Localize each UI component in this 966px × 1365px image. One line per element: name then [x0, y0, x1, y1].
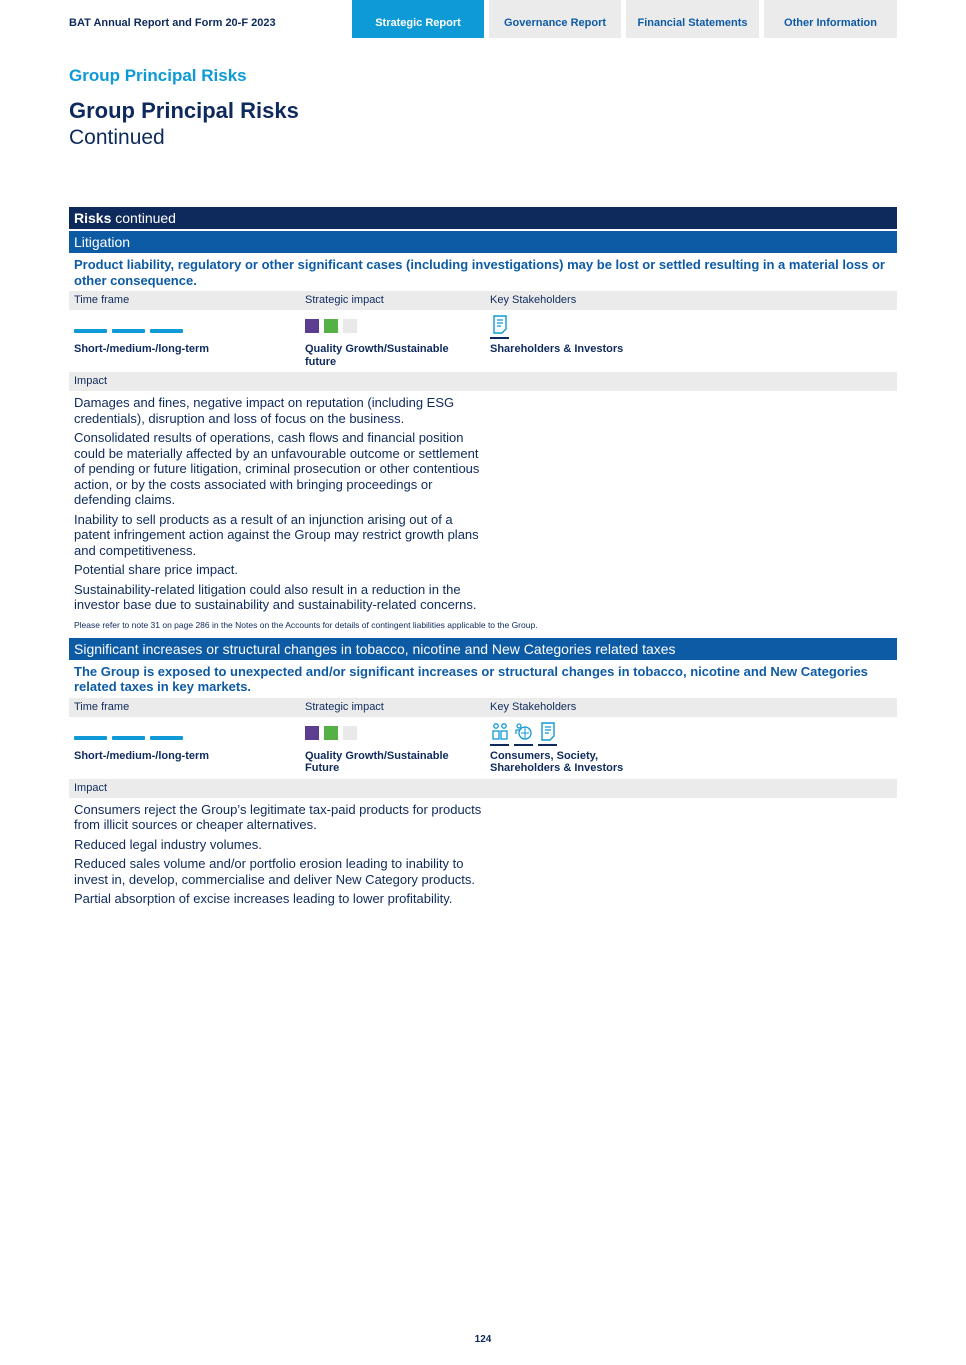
impact-list [69, 391, 489, 613]
strategic-impact-header: Strategic impact [305, 700, 384, 713]
risk-detail-row [69, 310, 897, 372]
document-icon [538, 722, 557, 746]
risks-header-rest: continued [111, 210, 176, 226]
tab-strategic-report[interactable]: Strategic Report [352, 0, 484, 38]
time-frame-header: Time frame [74, 294, 130, 306]
strategic-impact-value: Quality Growth/Sustainable Future [305, 749, 449, 774]
inactive-square [343, 319, 357, 333]
impact-item: Consolidated results of operations, cash flows and financial position could be materially affected by an unfavourable outcome or settlement of pending or future litigation, criminal prosecution or other contentious action, or by the costs associated with bringing proceedings or defending claims. [74, 430, 480, 507]
column-header-row [69, 291, 897, 310]
consumers-icon [490, 722, 509, 746]
time-frame-indicator [74, 329, 183, 333]
impact-item: Reduced sales volume and/or portfolio erosion leading to inability to invest in, develop, commercialise and deliver New Category products. [74, 856, 476, 887]
inactive-square [343, 726, 357, 740]
impact-item: Partial absorption of excise increases leading to lower profitability. [74, 891, 453, 906]
page-number: 124 [474, 1334, 492, 1345]
report-title: BAT Annual Report and Form 20-F 2023 [69, 17, 276, 29]
sustainable-future-square [324, 319, 338, 333]
stakeholder-icons [490, 722, 557, 746]
time-frame-header: Time frame [74, 700, 130, 713]
risks-table [69, 207, 897, 911]
risk-title: Significant increases or structural changes in tobacco, nicotine and New Categories related taxes [69, 638, 897, 660]
tab-governance-report[interactable]: Governance Report [489, 0, 621, 38]
page-title: Group Principal Risks [69, 98, 299, 123]
risk-statement: The Group is exposed to unexpected and/or significant increases or structural changes in tobacco, nicotine and New Categories related taxes in key markets. [74, 663, 868, 694]
impact-header-row [69, 372, 897, 391]
footnote: Please refer to note 31 on page 286 in the Notes on the Accounts for details of contingent liabilities applicable to the Group. [74, 619, 538, 630]
risk-statement: Product liability, regulatory or other significant cases (including investigations) may be lost or settled resulting in a material loss or other consequence. [74, 257, 885, 288]
impact-item: Potential share price impact. [74, 562, 239, 577]
key-stakeholders-header: Key Stakeholders [490, 294, 577, 306]
impact-item: Sustainability-related litigation could also result in a reduction in the investor base due to sustainability and sustainability-related concerns. [74, 581, 477, 612]
top-navigation [0, 0, 966, 38]
strategic-impact-value: Quality Growth/Sustainable future [305, 343, 449, 368]
strategic-impact-indicator [305, 726, 357, 740]
impact-header-row [69, 779, 897, 798]
quality-growth-square [305, 726, 319, 740]
tab-other-information[interactable]: Other Information [764, 0, 897, 38]
impact-item: Consumers reject the Group’s legitimate tax-paid products for products from illicit sources or cheaper alternatives. [74, 801, 482, 832]
page-subtitle: Continued [69, 126, 165, 149]
time-frame-value: Short-/medium-/long-term [74, 343, 210, 355]
time-frame-value: Short-/medium-/long-term [74, 749, 210, 762]
risk-title: Litigation [69, 231, 897, 253]
impact-item: Inability to sell products as a result of an injunction arising out of a patent infringement action against the Group may restrict growth plans and competitiveness. [74, 511, 479, 558]
key-stakeholders-value: Consumers, Society, Shareholders & Investors [490, 749, 624, 774]
key-stakeholders-header: Key Stakeholders [490, 700, 577, 713]
impact-list [69, 798, 489, 907]
quality-growth-square [305, 319, 319, 333]
section-label: Group Principal Risks [69, 66, 247, 85]
tab-financial-statements[interactable]: Financial Statements [626, 0, 759, 38]
risks-header-bold: Risks [74, 210, 112, 226]
strategic-impact-indicator [305, 319, 357, 333]
impact-header: Impact [74, 375, 108, 387]
key-stakeholders-value: Shareholders & Investors [490, 343, 624, 355]
impact-item: Damages and fines, negative impact on reputation (including ESG credentials), disruption and loss of focus on the business. [74, 395, 455, 426]
risks-header [69, 207, 897, 229]
impact-item: Reduced legal industry volumes. [74, 836, 262, 852]
strategic-impact-header: Strategic impact [305, 294, 384, 306]
risk-detail-row [69, 717, 897, 779]
society-icon [514, 722, 533, 746]
stakeholder-icons [490, 315, 509, 339]
time-frame-indicator [74, 736, 183, 740]
column-header-row [69, 698, 897, 717]
document-icon [490, 315, 509, 339]
impact-header: Impact [74, 781, 108, 794]
sustainable-future-square [324, 726, 338, 740]
